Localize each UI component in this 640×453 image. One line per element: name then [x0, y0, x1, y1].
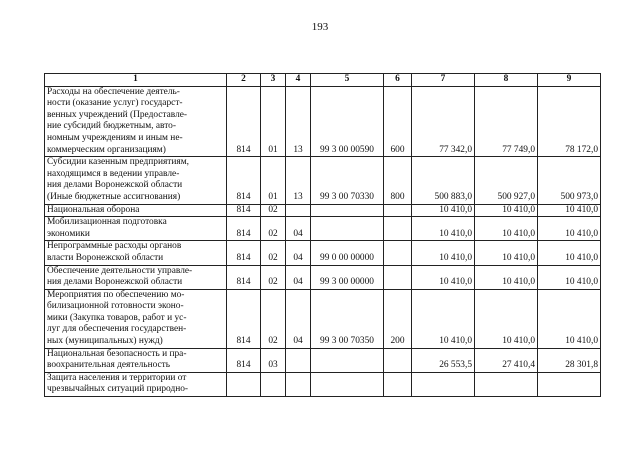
row-target-article	[311, 204, 384, 217]
row-subsection	[286, 348, 311, 372]
row-name: Национальная оборона	[45, 204, 227, 217]
row-section: 02	[261, 289, 286, 348]
table-row	[45, 372, 601, 396]
row-subsection: 13	[286, 86, 311, 157]
header-col-6: 6	[384, 74, 412, 87]
row-target-article: 99 0 00 00000	[311, 241, 384, 265]
row-amount-1: 10 410,0	[412, 204, 475, 217]
row-expense-type	[384, 372, 412, 396]
row-subsection: 04	[286, 289, 311, 348]
row-amount-2: 10 410,0	[475, 241, 538, 265]
row-amount-2	[475, 372, 538, 396]
header-col-9: 9	[538, 74, 601, 87]
header-col-7: 7	[412, 74, 475, 87]
row-name: Защита населения и территории от чрезвычайных ситуаций природно-	[45, 372, 227, 396]
row-amount-3: 10 410,0	[538, 217, 601, 241]
row-target-article	[311, 372, 384, 396]
row-section: 01	[261, 157, 286, 204]
row-section	[261, 372, 286, 396]
row-name: Непрограммные расходы органов власти Воронежской области	[45, 241, 227, 265]
row-grbs	[227, 372, 261, 396]
row-amount-3	[538, 372, 601, 396]
row-section: 02	[261, 217, 286, 241]
row-amount-2: 10 410,0	[475, 204, 538, 217]
header-col-8: 8	[475, 74, 538, 87]
row-amount-2: 27 410,4	[475, 348, 538, 372]
header-col-3: 3	[261, 74, 286, 87]
row-target-article: 99 3 00 00590	[311, 86, 384, 157]
row-amount-1: 10 410,0	[412, 217, 475, 241]
row-expense-type	[384, 348, 412, 372]
table-row	[45, 204, 601, 217]
page-number: 193	[311, 21, 329, 33]
row-expense-type: 800	[384, 157, 412, 204]
table-row	[45, 289, 601, 348]
row-section: 03	[261, 348, 286, 372]
table-row	[45, 265, 601, 289]
row-amount-1: 10 410,0	[412, 289, 475, 348]
row-target-article: 99 3 00 70330	[311, 157, 384, 204]
row-section: 02	[261, 204, 286, 217]
row-target-article: 99 3 00 00000	[311, 265, 384, 289]
row-subsection: 04	[286, 265, 311, 289]
row-amount-2: 10 410,0	[475, 217, 538, 241]
row-amount-1: 10 410,0	[412, 265, 475, 289]
row-section: 02	[261, 241, 286, 265]
row-amount-1: 10 410,0	[412, 241, 475, 265]
row-amount-2: 500 927,0	[475, 157, 538, 204]
row-target-article	[311, 217, 384, 241]
row-target-article: 99 3 00 70350	[311, 289, 384, 348]
row-subsection	[286, 204, 311, 217]
row-amount-2: 10 410,0	[475, 265, 538, 289]
row-amount-2: 77 749,0	[475, 86, 538, 157]
row-amount-3: 10 410,0	[538, 265, 601, 289]
table-row	[45, 86, 601, 157]
row-expense-type: 600	[384, 86, 412, 157]
row-subsection: 04	[286, 217, 311, 241]
header-col-4: 4	[286, 74, 311, 87]
row-grbs: 814	[227, 204, 261, 217]
row-name: Субсидии казенным предприятиям, находящимся в ведении управле- ния делами Воронежской области (Иные бюджетные ассигнования)	[45, 157, 227, 204]
row-name: Расходы на обеспечение деятель- ности (оказание услуг) государст- венных учреждений (Предоставле- ние субсидий бюджетным, авто- номным учреждениям и иным не- коммерческим организациям)	[45, 86, 227, 157]
row-name: Обеспечение деятельности управле- ния делами Воронежской области	[45, 265, 227, 289]
row-amount-1: 26 553,5	[412, 348, 475, 372]
table-row	[45, 157, 601, 204]
row-grbs: 814	[227, 265, 261, 289]
header-row	[45, 74, 601, 87]
header-col-2: 2	[227, 74, 261, 87]
row-amount-2: 10 410,0	[475, 289, 538, 348]
row-target-article	[311, 348, 384, 372]
row-expense-type	[384, 204, 412, 217]
row-amount-1: 77 342,0	[412, 86, 475, 157]
row-expense-type	[384, 217, 412, 241]
budget-table	[44, 73, 601, 397]
row-section: 02	[261, 265, 286, 289]
row-grbs: 814	[227, 348, 261, 372]
row-expense-type: 200	[384, 289, 412, 348]
row-grbs: 814	[227, 86, 261, 157]
row-amount-3: 10 410,0	[538, 289, 601, 348]
row-name: Мобилизационная подготовка экономики	[45, 217, 227, 241]
row-expense-type	[384, 265, 412, 289]
row-subsection: 13	[286, 157, 311, 204]
table-row	[45, 348, 601, 372]
row-expense-type	[384, 241, 412, 265]
table-row	[45, 217, 601, 241]
header-col-5: 5	[311, 74, 384, 87]
row-grbs: 814	[227, 157, 261, 204]
row-amount-3: 28 301,8	[538, 348, 601, 372]
row-grbs: 814	[227, 241, 261, 265]
row-amount-3: 78 172,0	[538, 86, 601, 157]
header-col-1: 1	[45, 74, 227, 87]
table-row	[45, 241, 601, 265]
row-grbs: 814	[227, 289, 261, 348]
row-grbs: 814	[227, 217, 261, 241]
row-amount-3: 10 410,0	[538, 204, 601, 217]
row-name: Национальная безопасность и пра- воохранительная деятельность	[45, 348, 227, 372]
row-amount-3: 10 410,0	[538, 241, 601, 265]
row-subsection: 04	[286, 241, 311, 265]
row-amount-1	[412, 372, 475, 396]
row-name: Мероприятия по обеспечению мо- билизационной готовности эконо- мики (Закупка товаров, работ и ус- луг для обеспечения государствен- ных (муниципальных) нужд)	[45, 289, 227, 348]
row-section: 01	[261, 86, 286, 157]
row-subsection	[286, 372, 311, 396]
row-amount-1: 500 883,0	[412, 157, 475, 204]
row-amount-3: 500 973,0	[538, 157, 601, 204]
